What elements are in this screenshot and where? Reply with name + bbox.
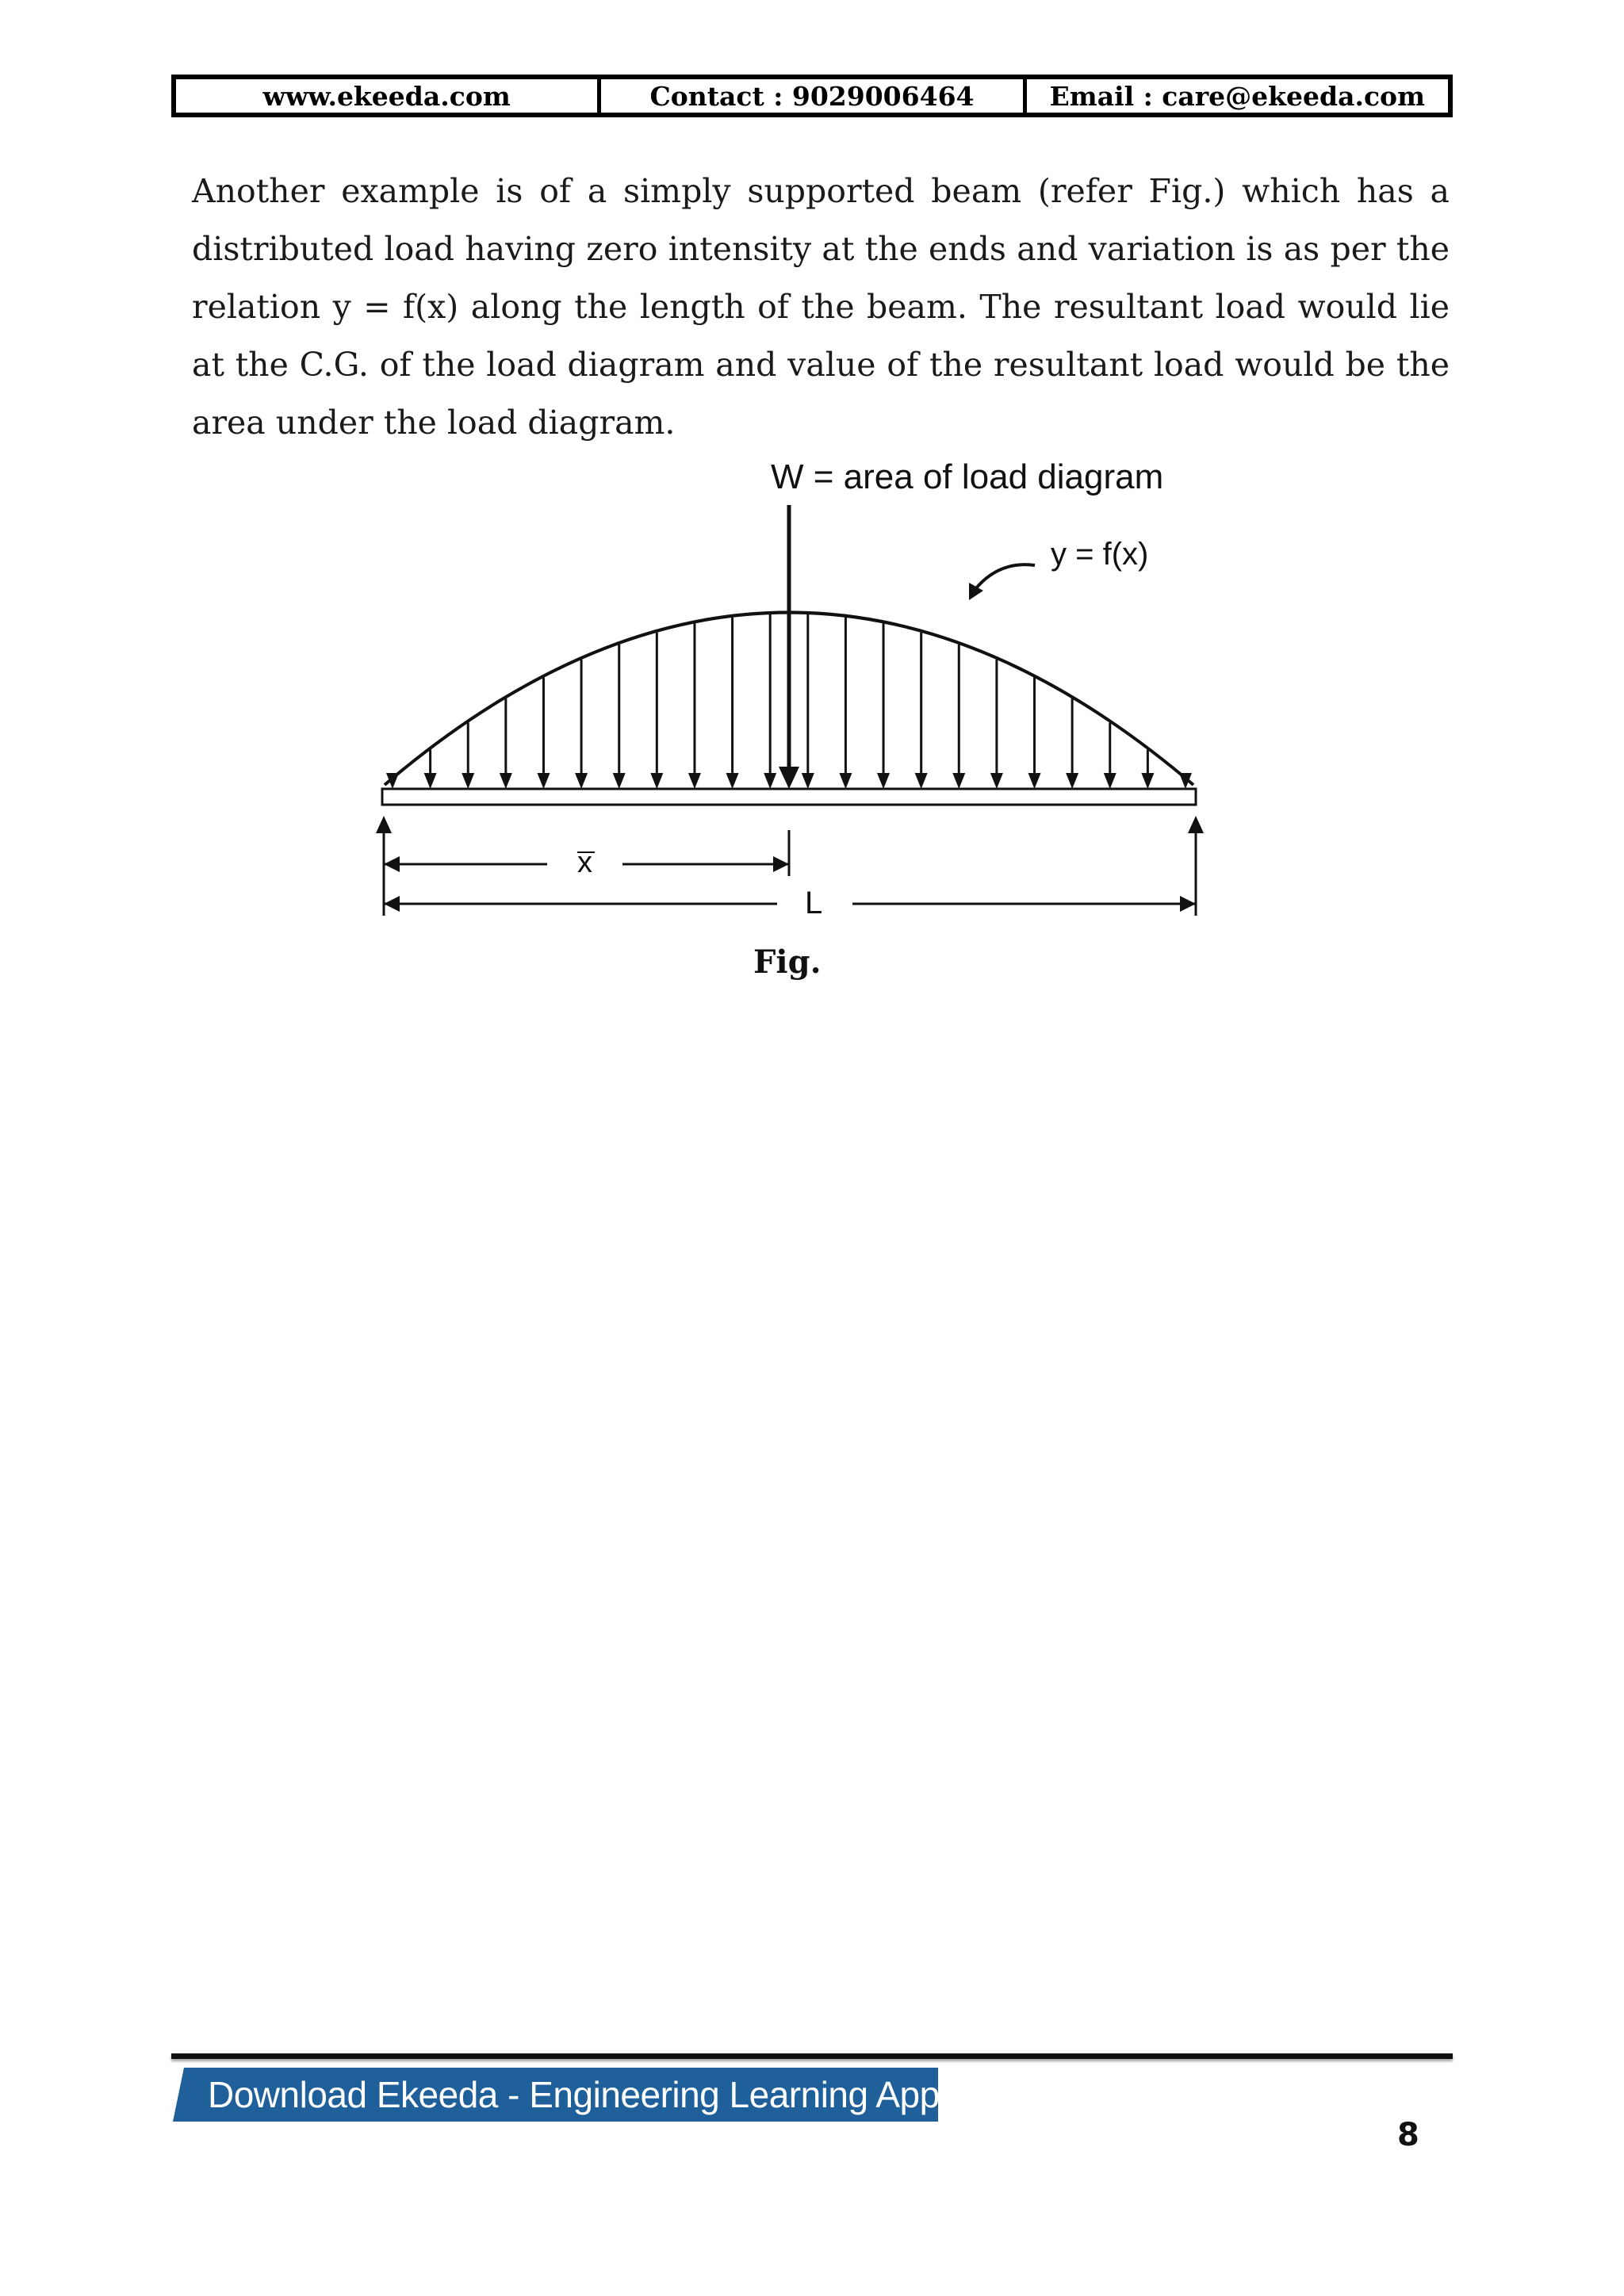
download-app-banner[interactable]	[173, 2068, 938, 2122]
load-arrow-head	[424, 773, 437, 789]
load-arrow-head	[877, 773, 890, 789]
load-arrow-head	[688, 773, 701, 789]
load-arrow-head	[1104, 773, 1116, 789]
header-contact-bar	[171, 75, 1453, 117]
footer-divider	[171, 2053, 1453, 2059]
load-arrow-head	[462, 773, 474, 789]
resultant-label: W = area of load diagram	[771, 457, 1164, 496]
load-arrow-head	[839, 773, 852, 789]
load-arrow-head	[1066, 773, 1078, 789]
beam-load-figure	[365, 448, 1245, 995]
load-arrow-head	[726, 773, 739, 789]
load-arrow-head	[802, 773, 814, 789]
figure-caption: Fig.	[753, 943, 822, 981]
beam	[382, 789, 1196, 805]
load-arrow-head	[1028, 773, 1041, 789]
load-arrow-head	[575, 773, 588, 789]
load-arrow-head	[650, 773, 663, 789]
left-support-arrowhead	[376, 816, 392, 833]
header-website[interactable]: www.ekeeda.com	[262, 80, 511, 112]
header-email[interactable]: Email : care@ekeeda.com	[1023, 79, 1448, 113]
load-arrow-head	[952, 773, 965, 789]
load-arrow-head	[537, 773, 550, 789]
length-label: L	[805, 886, 823, 920]
load-arrow-head	[500, 773, 512, 789]
body-paragraph: Another example is of a simply supported beam (refer Fig.) which has a distributed load having zero intensity at the ends and variation is as per the relation y = f(x) along the length of the beam. The resultant load would lie at the C.G. of the load diagram and value of the resultant load would be the area under the load diagram.	[192, 172, 1450, 442]
load-arrow-head	[613, 773, 626, 789]
curve-leader	[975, 564, 1035, 589]
page-number: 8	[1397, 2117, 1419, 2153]
load-arrow-head	[1141, 773, 1154, 789]
curve-label: y = f(x)	[1051, 537, 1149, 572]
xbar-label: x	[577, 846, 592, 879]
right-support-arrowhead	[1188, 816, 1204, 833]
resultant-arrowhead	[779, 767, 799, 789]
load-arrow-head	[764, 773, 776, 789]
header-contact: Contact : 9029006464	[597, 79, 1022, 113]
load-arrow-head	[990, 773, 1003, 789]
banner-text: Download Ekeeda - Engineering Learning App	[208, 2074, 940, 2115]
load-arrow-head	[915, 773, 928, 789]
